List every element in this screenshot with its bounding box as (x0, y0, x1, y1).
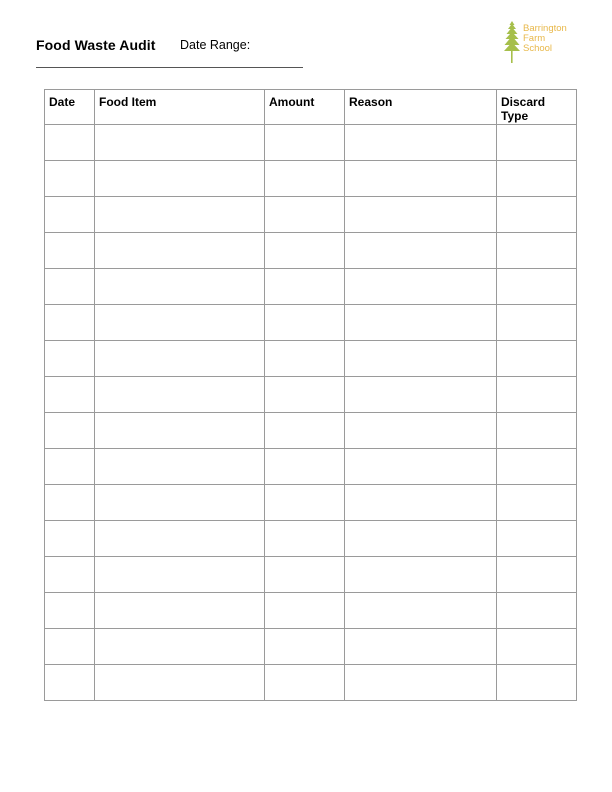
cell-reason[interactable] (345, 305, 497, 341)
cell-food-item[interactable] (95, 305, 265, 341)
cell-date[interactable] (45, 377, 95, 413)
page-title: Food Waste Audit (36, 37, 156, 53)
cell-discard-type[interactable] (497, 557, 577, 593)
cell-reason[interactable] (345, 593, 497, 629)
logo-line-3: School (523, 43, 553, 54)
school-logo (502, 20, 582, 66)
cell-amount[interactable] (265, 521, 345, 557)
cell-discard-type[interactable] (497, 305, 577, 341)
cell-date[interactable] (45, 485, 95, 521)
cell-food-item[interactable] (95, 557, 265, 593)
column-header-reason: Reason (345, 90, 497, 125)
table-body (45, 125, 577, 701)
cell-date[interactable] (45, 125, 95, 161)
cell-discard-type[interactable] (497, 377, 577, 413)
column-header-amount: Amount (265, 90, 345, 125)
cell-reason[interactable] (345, 449, 497, 485)
logo-text (523, 24, 567, 54)
cell-date[interactable] (45, 665, 95, 701)
table-row (45, 269, 577, 305)
cell-amount[interactable] (265, 593, 345, 629)
cell-reason[interactable] (345, 233, 497, 269)
cell-reason[interactable] (345, 485, 497, 521)
cell-amount[interactable] (265, 233, 345, 269)
table-row (45, 593, 577, 629)
table-row (45, 305, 577, 341)
cell-amount[interactable] (265, 269, 345, 305)
cell-date[interactable] (45, 305, 95, 341)
cell-reason[interactable] (345, 557, 497, 593)
cell-discard-type[interactable] (497, 521, 577, 557)
cell-discard-type[interactable] (497, 233, 577, 269)
date-range-line (36, 67, 303, 68)
cell-date[interactable] (45, 197, 95, 233)
cell-discard-type[interactable] (497, 161, 577, 197)
cell-reason[interactable] (345, 413, 497, 449)
cell-discard-type[interactable] (497, 269, 577, 305)
cell-date[interactable] (45, 161, 95, 197)
logo-line-2: Farm (523, 33, 546, 44)
cell-reason[interactable] (345, 629, 497, 665)
cell-discard-type[interactable] (497, 341, 577, 377)
table-header-row (45, 90, 577, 125)
column-header-date: Date (45, 90, 95, 125)
cell-food-item[interactable] (95, 521, 265, 557)
cell-amount[interactable] (265, 305, 345, 341)
table-row (45, 557, 577, 593)
cell-discard-type[interactable] (497, 485, 577, 521)
cell-amount[interactable] (265, 197, 345, 233)
cell-reason[interactable] (345, 665, 497, 701)
cell-date[interactable] (45, 233, 95, 269)
cell-discard-type[interactable] (497, 629, 577, 665)
cell-amount[interactable] (265, 449, 345, 485)
cell-discard-type[interactable] (497, 449, 577, 485)
cell-food-item[interactable] (95, 485, 265, 521)
cell-reason[interactable] (345, 269, 497, 305)
cell-food-item[interactable] (95, 341, 265, 377)
cell-reason[interactable] (345, 377, 497, 413)
table-row (45, 485, 577, 521)
cell-date[interactable] (45, 521, 95, 557)
cell-discard-type[interactable] (497, 125, 577, 161)
table-row (45, 665, 577, 701)
cell-reason[interactable] (345, 341, 497, 377)
table-row (45, 629, 577, 665)
cell-date[interactable] (45, 269, 95, 305)
cell-date[interactable] (45, 557, 95, 593)
cell-food-item[interactable] (95, 665, 265, 701)
table-row (45, 413, 577, 449)
cell-discard-type[interactable] (497, 413, 577, 449)
table-row (45, 449, 577, 485)
table-row (45, 341, 577, 377)
cell-food-item[interactable] (95, 593, 265, 629)
cell-amount[interactable] (265, 341, 345, 377)
cell-reason[interactable] (345, 521, 497, 557)
cell-amount[interactable] (265, 557, 345, 593)
table-row (45, 125, 577, 161)
cell-amount[interactable] (265, 377, 345, 413)
cell-food-item[interactable] (95, 197, 265, 233)
cell-amount[interactable] (265, 629, 345, 665)
cell-reason[interactable] (345, 125, 497, 161)
cell-food-item[interactable] (95, 629, 265, 665)
cell-amount[interactable] (265, 665, 345, 701)
cell-reason[interactable] (345, 161, 497, 197)
cell-food-item[interactable] (95, 161, 265, 197)
cell-amount[interactable] (265, 413, 345, 449)
cell-food-item[interactable] (95, 449, 265, 485)
cell-reason[interactable] (345, 197, 497, 233)
cell-discard-type[interactable] (497, 665, 577, 701)
cell-amount[interactable] (265, 125, 345, 161)
cell-amount[interactable] (265, 485, 345, 521)
cell-date[interactable] (45, 341, 95, 377)
column-header-discard-type: Discard Type (497, 90, 577, 125)
food-waste-table (44, 89, 577, 701)
cell-amount[interactable] (265, 161, 345, 197)
table-row (45, 521, 577, 557)
logo-line-1: Barrington (523, 23, 567, 34)
cell-food-item[interactable] (95, 269, 265, 305)
cell-discard-type[interactable] (497, 197, 577, 233)
cell-date[interactable] (45, 413, 95, 449)
table-row (45, 233, 577, 269)
table-row (45, 197, 577, 233)
cell-date[interactable] (45, 593, 95, 629)
cell-date[interactable] (45, 449, 95, 485)
cell-food-item[interactable] (95, 377, 265, 413)
cell-food-item[interactable] (95, 233, 265, 269)
table-row (45, 377, 577, 413)
cell-date[interactable] (45, 629, 95, 665)
table-row (45, 161, 577, 197)
date-range-label: Date Range: (180, 38, 251, 52)
cell-food-item[interactable] (95, 413, 265, 449)
column-header-food-item: Food Item (95, 90, 265, 125)
tree-icon (502, 20, 522, 64)
cell-food-item[interactable] (95, 125, 265, 161)
cell-discard-type[interactable] (497, 593, 577, 629)
